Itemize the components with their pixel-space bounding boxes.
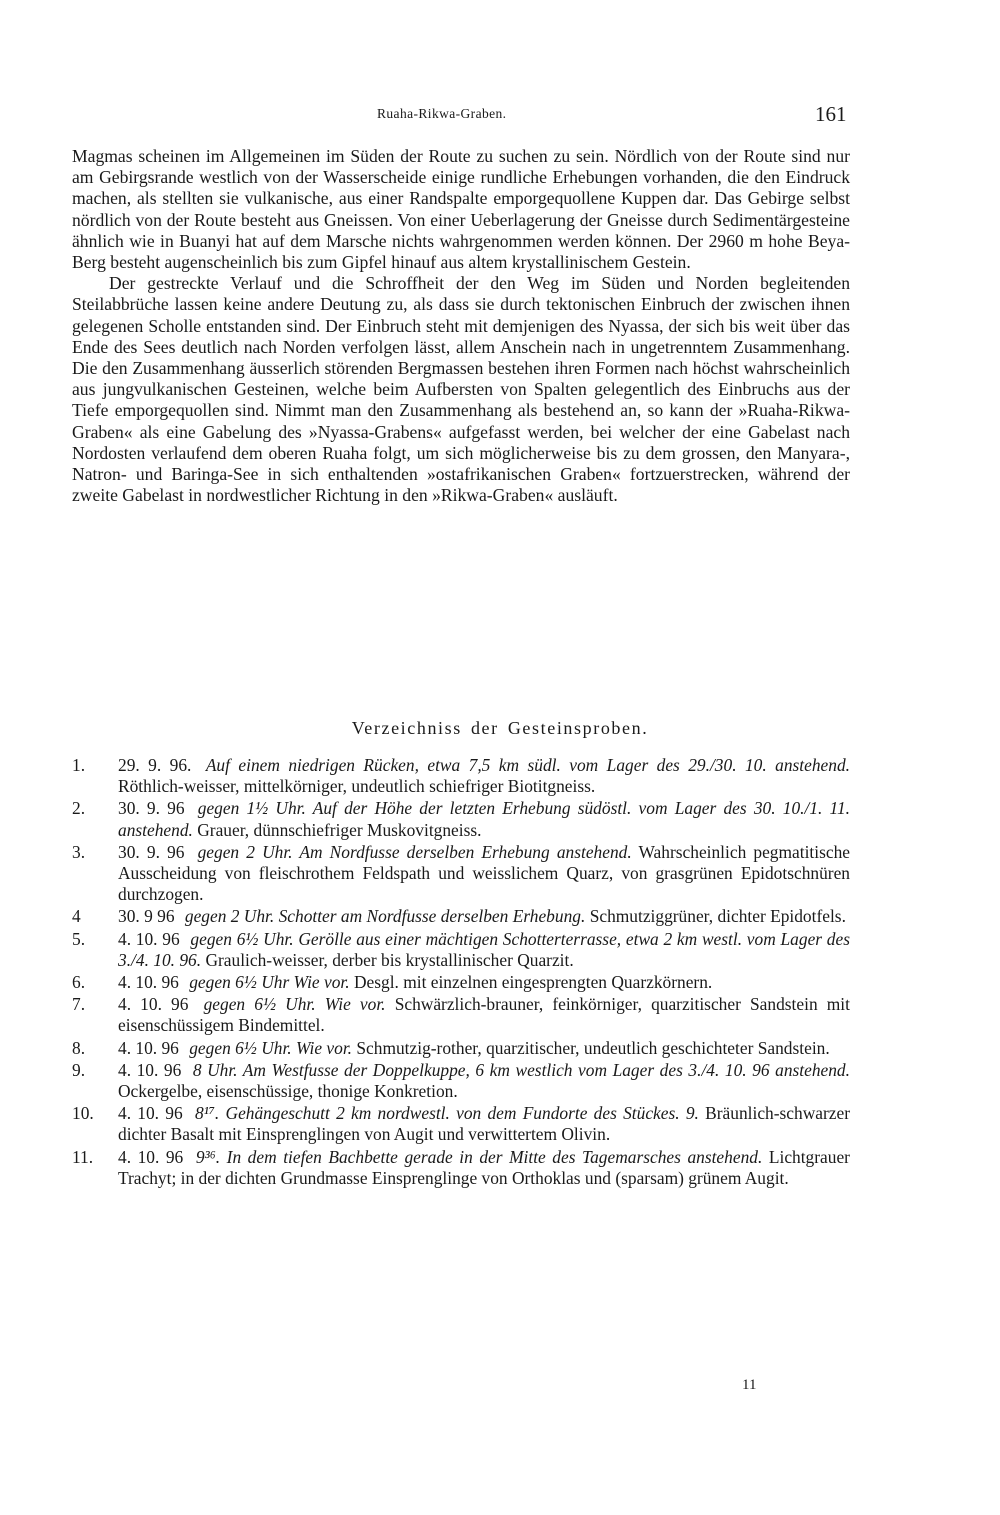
sample-date: 30. 9. 96 (118, 841, 185, 862)
sample-location: gegen 2 Uhr. Schotter am Nordfusse derselben Erhebung. (184, 906, 586, 927)
sample-date: 4. 10. 96 (118, 928, 180, 949)
sample-description: Graulich-weisser, derber bis krystallinischer Quarzit. (205, 949, 574, 970)
sample-entry (72, 1060, 850, 1102)
sample-description: Lichtgrauer Trachyt; in der dichten Grundmasse Einsprenglinge von Orthoklas und (sparsam) grünem Augit. (118, 1146, 850, 1188)
sample-number: 2. (72, 798, 86, 819)
sample-location: gegen 1½ Uhr. Auf der Höhe der letzten Erhebung südöstl. vom Lager des 30. 10./1. 11. anstehend. (118, 798, 850, 840)
sample-description: Schmutziggrüner, dichter Epidotfels. (589, 906, 846, 927)
sample-entry (72, 798, 850, 840)
page-number: 161 (815, 102, 847, 126)
sample-number: 7. (72, 994, 86, 1015)
signature-mark: 11 (742, 1377, 757, 1393)
sample-date: 4. 10. 96 (118, 1059, 182, 1080)
sample-number: 8. (72, 1037, 86, 1058)
paragraph: Magmas scheinen im Allgemeinen im Süden der Route zu suchen zu sein. Nördlich von der Route sind nur am Gebirgsrande westlich von der Wasserscheide einige rundliche Erhebungen vorhanden, die den Eindruck machen, als stellten sie vulkanische, aus einer Randspalte emporgequollene Kuppen dar. Das Gebirge selbst nördlich von der Route besteht aus Gneissen. Von einer Ueberlagerung der Gneisse durch Sedimentärgesteine ähnlich wie in Buanyi hat auf dem Marsche nichts wahrgenommen werden können. Der 2960 m hohe Beya-Berg besteht augenscheinlich bis zum Gipfel hinauf aus altem krystallinischem Gestein. (72, 146, 850, 273)
sample-location: 8 Uhr. Am Westfusse der Doppelkuppe, 6 km westlich vom Lager des 3./4. 10. 96 anstehend. (192, 1059, 850, 1080)
page-header (0, 102, 1000, 130)
sample-location: gegen 6½ Uhr. Gerölle aus einer mächtigen Schotterterrasse, etwa 2 km westl. vom Lager des 3./4. 10. 96. (118, 928, 850, 970)
sample-number: 4 (72, 906, 81, 927)
sample-description: Schwärzlich-brauner, feinkörniger, quarzitischer Sandstein mit eisenschüssigem Bindemittel. (118, 994, 850, 1036)
sample-location: 9³⁶. In dem tiefen Bachbette gerade in der Mitte des Tagemarsches anstehend. (195, 1146, 763, 1167)
sample-description: Ockergelbe, eisenschüssige, thonige Konkretion. (118, 1081, 458, 1102)
sample-list (72, 755, 850, 1190)
sample-date: 29. 9. 96. (118, 755, 192, 775)
sample-description: Röthlich-weisser, mittelkörniger, undeutlich schiefriger Biotitgneiss. (118, 776, 596, 797)
sample-number: 3. (72, 841, 86, 862)
sample-number: 5. (72, 928, 86, 949)
sample-number: 1. (72, 755, 86, 775)
sample-description: Schmutzig-rother, quarzitischer, undeutlich geschichteter Sandstein. (356, 1037, 830, 1058)
sample-entry (72, 755, 850, 797)
sample-description: Grauer, dünnschiefriger Muskovitgneiss. (197, 819, 482, 840)
sample-date: 4. 10. 96 (118, 1146, 184, 1167)
section-title: Verzeichniss der Gesteinsproben. (351, 718, 649, 738)
sample-date: 4. 10. 96 (118, 972, 179, 993)
sample-date: 30. 9 96 (118, 906, 175, 927)
sample-entry (72, 1147, 850, 1189)
sample-entry (72, 1038, 850, 1059)
sample-location: gegen 2 Uhr. Am Nordfusse derselben Erhebung anstehend. (197, 841, 632, 862)
sample-entry (72, 1103, 850, 1145)
sample-entry (72, 972, 850, 993)
sample-location: gegen 6½ Uhr. Wie vor. (203, 994, 386, 1015)
sample-number: 9. (72, 1059, 86, 1080)
paragraph: Der gestreckte Verlauf und die Schroffheit der den Weg im Süden und Norden begleitenden Steilabbrüche lassen keine andere Deutung zu, als dass sie durch tektonischen Einbruch der zwischen ihnen gelegenen Scholle entstanden sind. Der Einbruch steht mit demjenigen des Nyassa, der sich bis weit über das Ende des Sees deutlich nach Norden verfolgen lässt, allem Anschein nach in ungetrenntem Zusammenhang. Die den Zusammenhang äusserlich störenden Bergmassen bestehen ihren Formen nach höchst wahrscheinlich aus jungvulkanischen Gesteinen, welche beim Aufbersten von Spalten gelegentlich des Einbruchs aus der Tiefe emporgequollen sind. Nimmt man den Zusammenhang als bestehend an, so kann der »Ruaha-Rikwa-Graben« als eine Gabelung des »Nyassa-Grabens« aufgefasst werden, bei welcher der eine Gabelast nach Nordosten verlaufend dem oberen Ruaha folgt, um sich möglicherweise bis zu dem grossen, den Manyara-, Natron- und Baringa-See in sich enthaltenden »ostafrikanischen Graben« fortzuerstrecken, während der zweite Gabelast in nordwestlicher Richtung in den »Rikwa-Graben« ausläuft. (72, 273, 850, 506)
sample-entry (72, 906, 850, 927)
sample-location: 8¹⁷. Gehängeschutt 2 km nordwestl. von dem Fundorte des Stückes. 9. (194, 1103, 699, 1124)
running-head: Ruaha-Rikwa-Graben. (377, 106, 507, 121)
sample-entry (72, 994, 850, 1036)
sample-description: Bräunlich-schwarzer dichter Basalt mit Einsprenglingen von Augit und verwittertem Olivin. (118, 1103, 851, 1145)
sample-number: 10. (72, 1103, 94, 1124)
sample-date: 4. 10. 96 (118, 1037, 179, 1058)
sample-location: Auf einem niedrigen Rücken, etwa 7,5 km südl. vom Lager des 29./30. 10. anstehend. (205, 755, 850, 775)
sample-description: Desgl. mit einzelnen eingesprengten Quarzkörnern. (353, 972, 713, 993)
sample-entry (72, 929, 850, 971)
sample-description: Wahrscheinlich pegmatitische Ausscheidung von fleischrothem Feldspath und weisslichem Quarz, von grasgrünen Epidotschnüren durchzogen. (118, 841, 850, 905)
sample-date: 4. 10. 96 (118, 994, 189, 1015)
sample-location: gegen 6½ Uhr Wie vor. (189, 972, 350, 993)
sample-date: 30. 9. 96 (118, 798, 185, 819)
sample-entry (72, 842, 850, 906)
sample-date: 4. 10. 96 (118, 1103, 183, 1124)
body-text (72, 146, 850, 506)
sample-number: 11. (72, 1146, 94, 1167)
sample-number: 6. (72, 972, 86, 993)
sample-location: gegen 6½ Uhr. Wie vor. (189, 1037, 353, 1058)
